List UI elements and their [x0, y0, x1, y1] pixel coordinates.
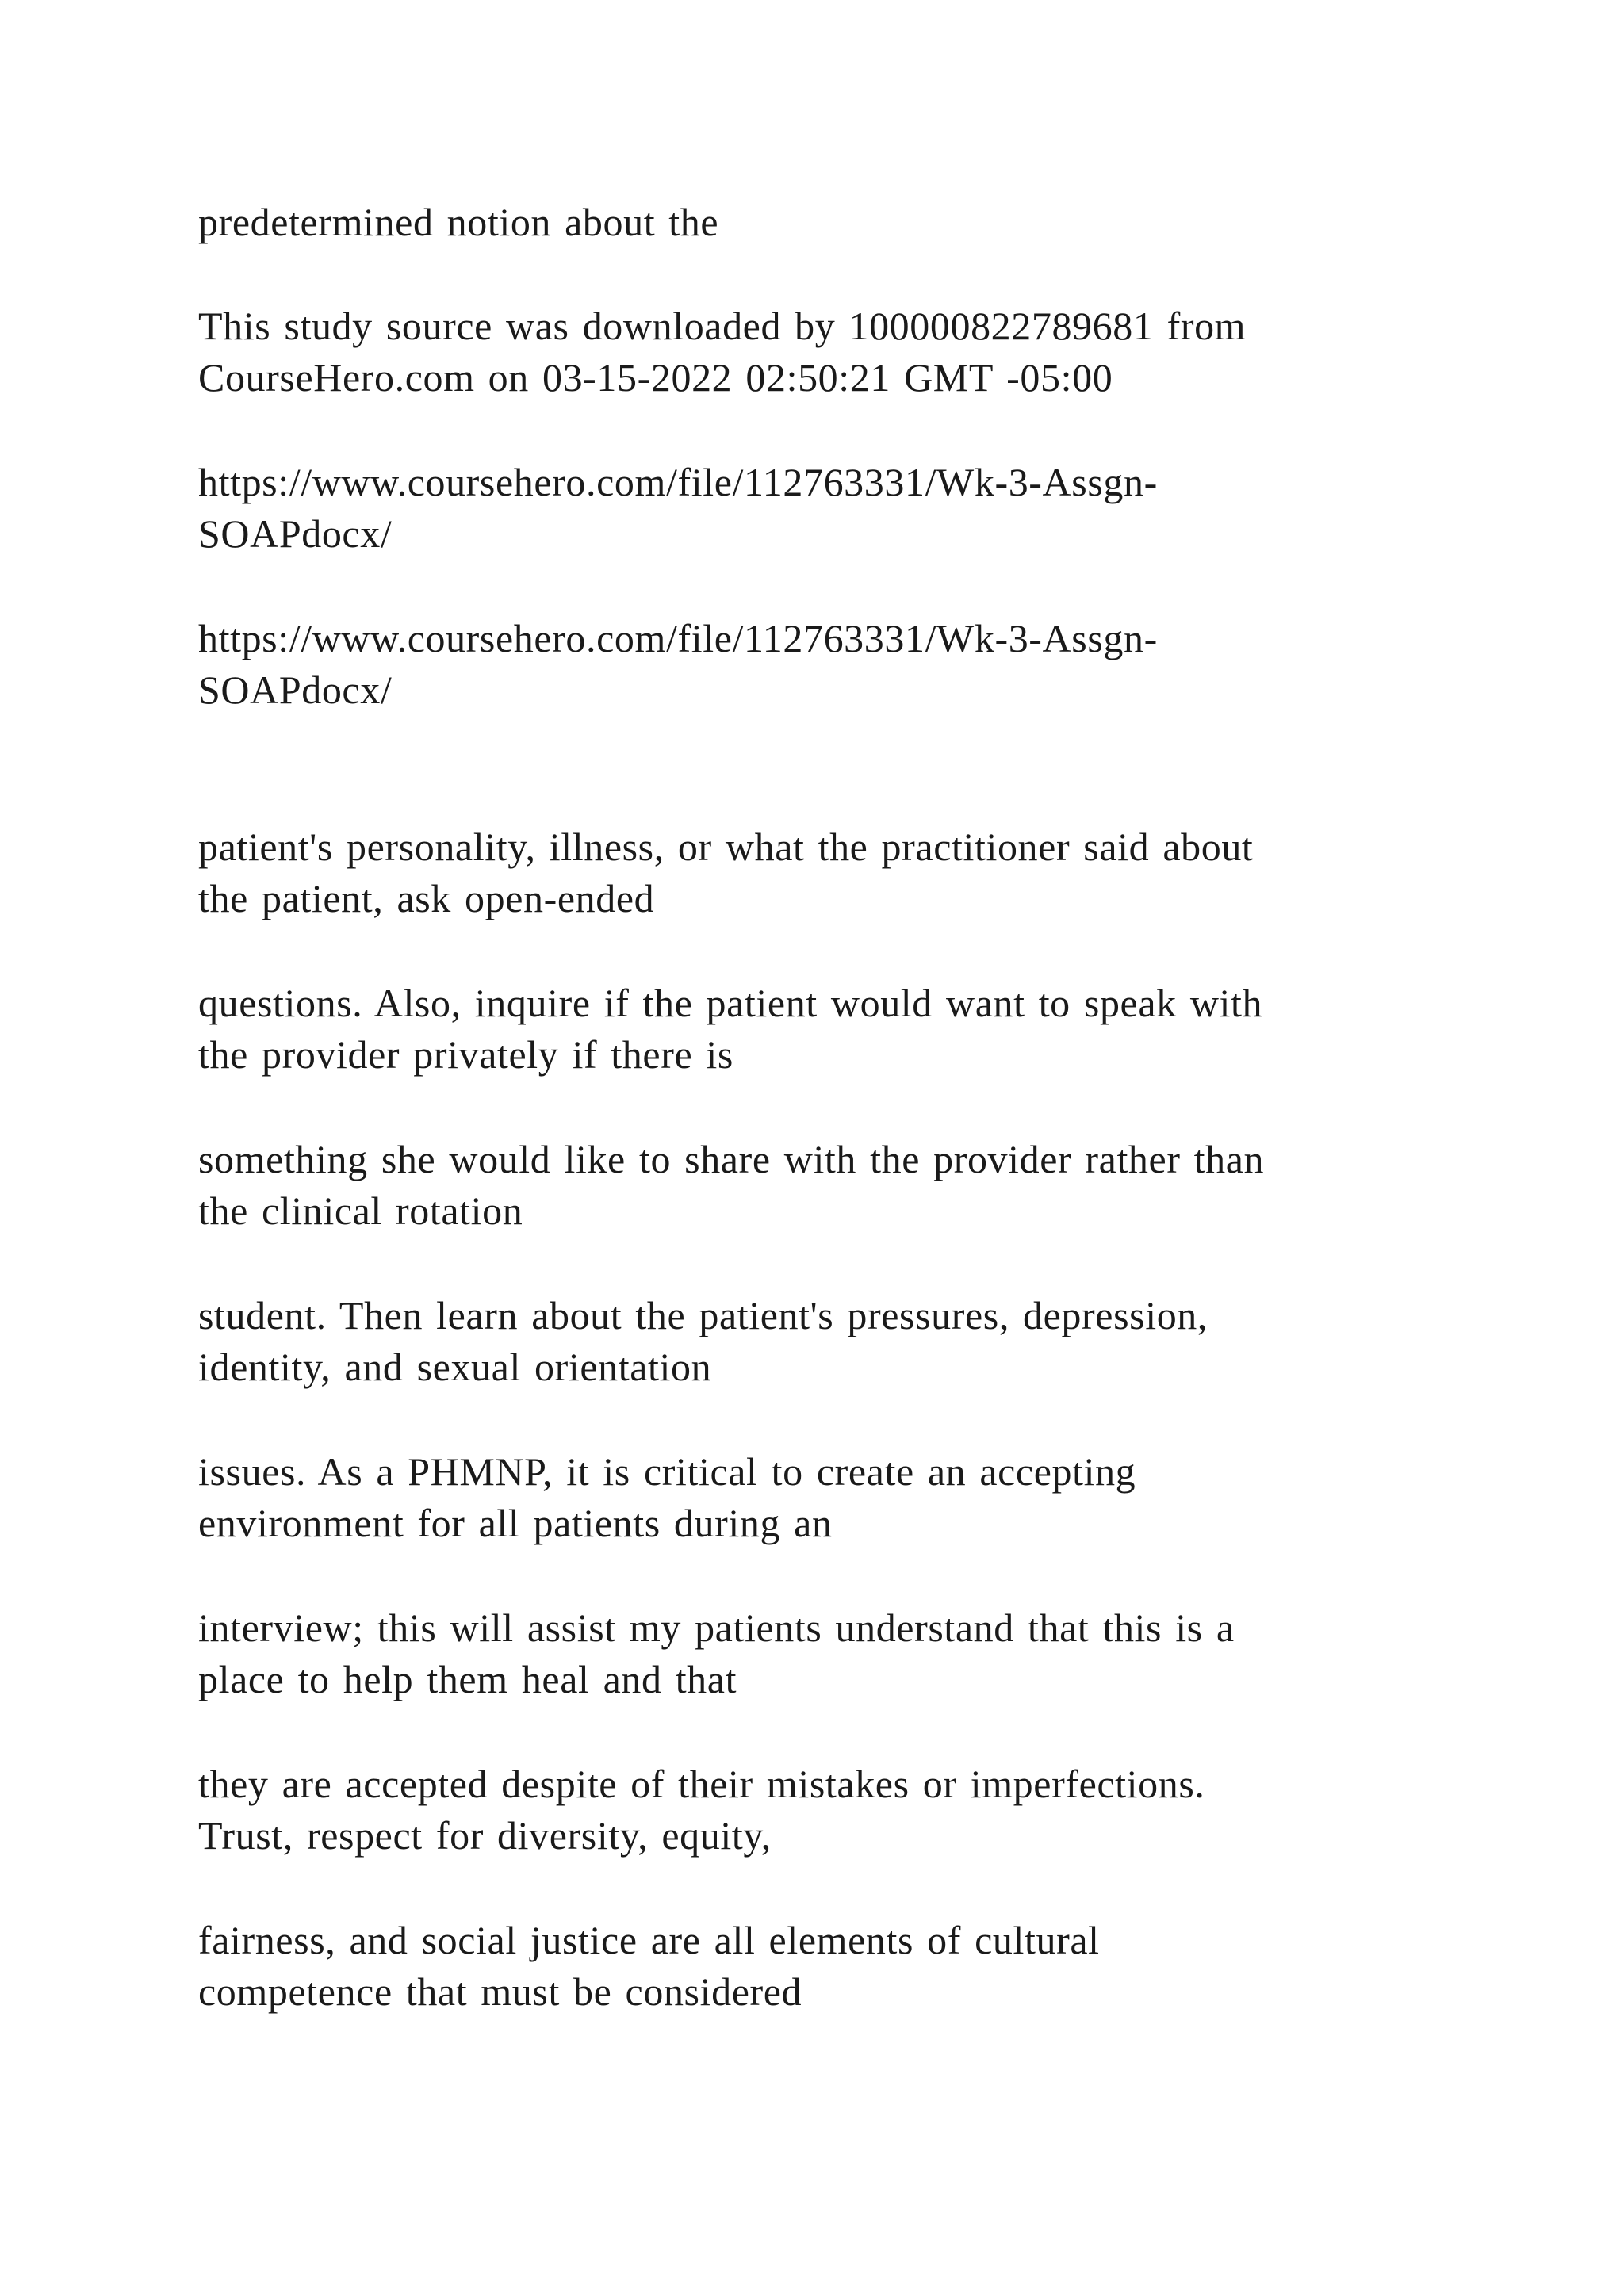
paragraph-12 — [198, 1915, 1467, 2018]
text-line: student. Then learn about the patient's pressures, depression, — [198, 1293, 1208, 1337]
text-line: issues. As a PHMNP, it is critical to create an accepting — [198, 1449, 1136, 1494]
paragraph-7 — [198, 1134, 1467, 1237]
paragraph-5 — [198, 821, 1467, 924]
text-line: identity, and sexual orientation — [198, 1345, 712, 1389]
text-line: CourseHero.com on 03-15-2022 02:50:21 GMT -05:00 — [198, 355, 1113, 400]
text-line: questions. Also, inquire if the patient would want to speak with — [198, 981, 1263, 1025]
text-line: they are accepted despite of their mistakes or imperfections. — [198, 1762, 1205, 1806]
text-line: SOAPdocx/ — [198, 668, 393, 712]
text-line: predetermined notion about the — [198, 200, 719, 244]
text-line: interview; this will assist my patients understand that this is a — [198, 1605, 1235, 1650]
paragraph-9 — [198, 1446, 1467, 1549]
text-line: https://www.coursehero.com/file/112763331/Wk-3-Assgn- — [198, 460, 1158, 504]
text-line: This study source was downloaded by 100000822789681 from — [198, 304, 1247, 348]
text-line: patient's personality, illness, or what the practitioner said about — [198, 825, 1254, 869]
text-line: fairness, and social justice are all elements of cultural — [198, 1918, 1100, 1962]
text-line: the provider privately if there is — [198, 1032, 733, 1077]
paragraph-11 — [198, 1758, 1467, 1862]
text-line: competence that must be considered — [198, 1969, 802, 2014]
text-line: the clinical rotation — [198, 1188, 523, 1233]
paragraph-10 — [198, 1602, 1467, 1705]
download-notice — [198, 300, 1467, 404]
text-line: Trust, respect for diversity, equity, — [198, 1813, 772, 1858]
paragraph-6 — [198, 978, 1467, 1081]
text-line: place to help them heal and that — [198, 1657, 737, 1701]
text-line: SOAPdocx/ — [198, 511, 393, 556]
text-line: something she would like to share with the provider rather than — [198, 1137, 1265, 1181]
source-url-1 — [198, 457, 1467, 560]
source-url-2 — [198, 613, 1467, 716]
paragraph-8 — [198, 1290, 1467, 1393]
text-line: the patient, ask open-ended — [198, 876, 655, 920]
text-line: https://www.coursehero.com/file/112763331/Wk-3-Assgn- — [198, 616, 1158, 660]
paragraph-1 — [198, 197, 1467, 248]
text-line: environment for all patients during an — [198, 1501, 833, 1545]
